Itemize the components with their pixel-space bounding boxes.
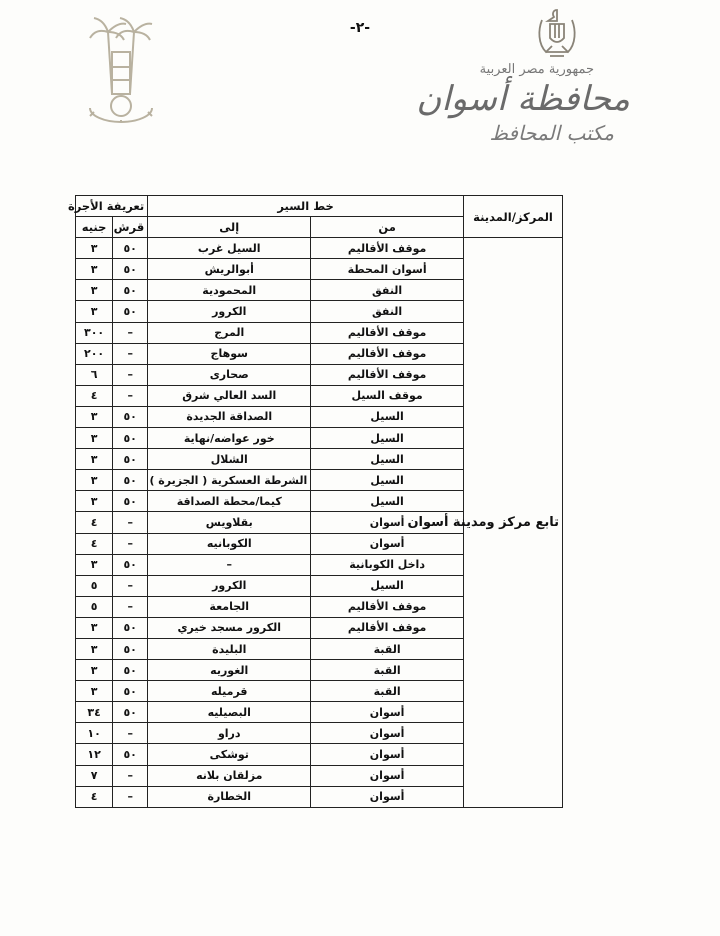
pounds-cell: ٧ — [76, 765, 113, 786]
pounds-cell: ٣ — [76, 638, 113, 659]
to-cell: كيما/محطة الصداقة — [148, 491, 311, 512]
table-header-row — [76, 196, 563, 217]
pounds-cell: ٣ — [76, 470, 113, 491]
piastres-cell: ٥٠ — [113, 660, 148, 681]
to-cell: السيل غرب — [148, 238, 311, 259]
header-pounds: جنيه — [76, 217, 113, 238]
piastres-cell: ٥٠ — [113, 681, 148, 702]
to-cell: مزلقان بلانه — [148, 765, 311, 786]
piastres-cell: – — [113, 533, 148, 554]
from-cell: أسوان — [311, 533, 464, 554]
from-cell: السيل — [311, 406, 464, 427]
from-cell: أسوان المحطة — [311, 259, 464, 280]
from-cell: موقف الأقاليم — [311, 343, 464, 364]
pounds-cell: ٣ — [76, 681, 113, 702]
from-cell: السيل — [311, 449, 464, 470]
pounds-cell: ٤ — [76, 533, 113, 554]
to-cell: الغوريه — [148, 660, 311, 681]
piastres-cell: – — [113, 385, 148, 406]
piastres-cell: ٥٠ — [113, 259, 148, 280]
to-cell: البليدة — [148, 638, 311, 659]
from-cell: القبة — [311, 638, 464, 659]
from-cell: السيل — [311, 470, 464, 491]
pounds-cell: ١٢ — [76, 744, 113, 765]
to-cell: البصيليه — [148, 702, 311, 723]
to-cell: خور عواضه/نهاية — [148, 428, 311, 449]
to-cell: أبوالريش — [148, 259, 311, 280]
to-cell: صحارى — [148, 364, 311, 385]
piastres-cell: – — [113, 322, 148, 343]
to-cell: الكرور مسجد خيري — [148, 617, 311, 638]
to-cell: توشكى — [148, 744, 311, 765]
header-route: خط السير — [148, 196, 464, 217]
to-cell: دراو — [148, 723, 311, 744]
piastres-cell: ٥٠ — [113, 554, 148, 575]
piastres-cell: ٥٠ — [113, 617, 148, 638]
piastres-cell: ٥٠ — [113, 449, 148, 470]
to-cell: الكوبانيه — [148, 533, 311, 554]
from-cell: القبة — [311, 681, 464, 702]
pounds-cell: ٣ — [76, 449, 113, 470]
pounds-cell: ٥ — [76, 596, 113, 617]
from-cell: موقف الأقاليم — [311, 617, 464, 638]
piastres-cell: – — [113, 765, 148, 786]
pounds-cell: ٣ — [76, 617, 113, 638]
header-to: إلى — [148, 217, 311, 238]
piastres-cell: – — [113, 343, 148, 364]
country-name: جمهورية مصر العربية — [479, 62, 594, 77]
pounds-cell: ١٠ — [76, 723, 113, 744]
from-cell: السيل — [311, 491, 464, 512]
to-cell: المحمودية — [148, 280, 311, 301]
piastres-cell: ٥٠ — [113, 280, 148, 301]
pounds-cell: ٤ — [76, 512, 113, 533]
pounds-cell: ٣ — [76, 428, 113, 449]
from-cell: السيل — [311, 575, 464, 596]
to-cell: قرميله — [148, 681, 311, 702]
header-fare: تعريفة الأجرة — [76, 196, 148, 217]
header-city: المركز/المدينة — [463, 196, 562, 238]
pounds-cell: ٤ — [76, 385, 113, 406]
piastres-cell: – — [113, 786, 148, 807]
piastres-cell: ٥٠ — [113, 406, 148, 427]
from-cell: أسوان — [311, 786, 464, 807]
pounds-cell: ٣ — [76, 554, 113, 575]
piastres-cell: ٥٠ — [113, 638, 148, 659]
from-cell: داخل الكوبانية — [311, 554, 464, 575]
from-cell: السيل — [311, 428, 464, 449]
piastres-cell: ٥٠ — [113, 491, 148, 512]
piastres-cell: – — [113, 723, 148, 744]
to-cell: الخطارة — [148, 786, 311, 807]
pounds-cell: ٣ — [76, 238, 113, 259]
piastres-cell: ٥٠ — [113, 470, 148, 491]
page-number: -٢- — [349, 20, 371, 36]
governorate-logo-icon — [84, 12, 158, 122]
pounds-cell: ٣ — [76, 301, 113, 322]
to-cell: الصداقة الجديدة — [148, 406, 311, 427]
office-name: مكتب المحافظ — [489, 121, 614, 145]
from-cell: موقف الأقاليم — [311, 596, 464, 617]
header-from: من — [311, 217, 464, 238]
from-cell: أسوان — [311, 702, 464, 723]
from-cell: أسوان — [311, 765, 464, 786]
piastres-cell: ٥٠ — [113, 238, 148, 259]
letterhead — [370, 62, 630, 145]
pounds-cell: ٣ — [76, 259, 113, 280]
pounds-cell: ٣ — [76, 406, 113, 427]
from-cell: القبة — [311, 660, 464, 681]
piastres-cell: ٥٠ — [113, 301, 148, 322]
piastres-cell: – — [113, 575, 148, 596]
to-cell: المرج — [148, 322, 311, 343]
pounds-cell: ٥ — [76, 575, 113, 596]
table-row — [76, 238, 563, 259]
header-piastres: قرش — [113, 217, 148, 238]
from-cell: أسوان — [311, 512, 464, 533]
to-cell: الكرور — [148, 575, 311, 596]
from-cell: موقف الأقاليم — [311, 322, 464, 343]
to-cell: الشلال — [148, 449, 311, 470]
to-cell: السد العالي شرق — [148, 385, 311, 406]
piastres-cell: ٥٠ — [113, 702, 148, 723]
governorate-name: محافظة أسوان — [416, 79, 630, 119]
from-cell: النفق — [311, 280, 464, 301]
to-cell: الجامعة — [148, 596, 311, 617]
pounds-cell: ٣ — [76, 280, 113, 301]
from-cell: أسوان — [311, 723, 464, 744]
pounds-cell: ٣ — [76, 660, 113, 681]
fare-table — [67, 195, 563, 808]
from-cell: موقف الأقاليم — [311, 364, 464, 385]
pounds-cell: ٦ — [76, 364, 113, 385]
pounds-cell: ٣٤ — [76, 702, 113, 723]
pounds-cell: ٢٠٠ — [76, 343, 113, 364]
to-cell: الكرور — [148, 301, 311, 322]
piastres-cell: ٥٠ — [113, 744, 148, 765]
to-cell: سوهاج — [148, 343, 311, 364]
city-cell: تابع مركز ومدينة أسوان — [463, 238, 562, 808]
to-cell: – — [148, 554, 311, 575]
fare-table-body — [76, 238, 563, 808]
from-cell: النفق — [311, 301, 464, 322]
pounds-cell: ٣٠٠ — [76, 322, 113, 343]
pounds-cell: ٣ — [76, 491, 113, 512]
to-cell: الشرطة العسكرية ( الجزيرة ) — [148, 470, 311, 491]
from-cell: أسوان — [311, 744, 464, 765]
to-cell: بقلاويس — [148, 512, 311, 533]
piastres-cell: ٥٠ — [113, 428, 148, 449]
pounds-cell: ٤ — [76, 786, 113, 807]
piastres-cell: – — [113, 512, 148, 533]
piastres-cell: – — [113, 364, 148, 385]
piastres-cell: – — [113, 596, 148, 617]
from-cell: موقف السيل — [311, 385, 464, 406]
eagle-emblem-icon — [534, 6, 580, 60]
from-cell: موقف الأقاليم — [311, 238, 464, 259]
